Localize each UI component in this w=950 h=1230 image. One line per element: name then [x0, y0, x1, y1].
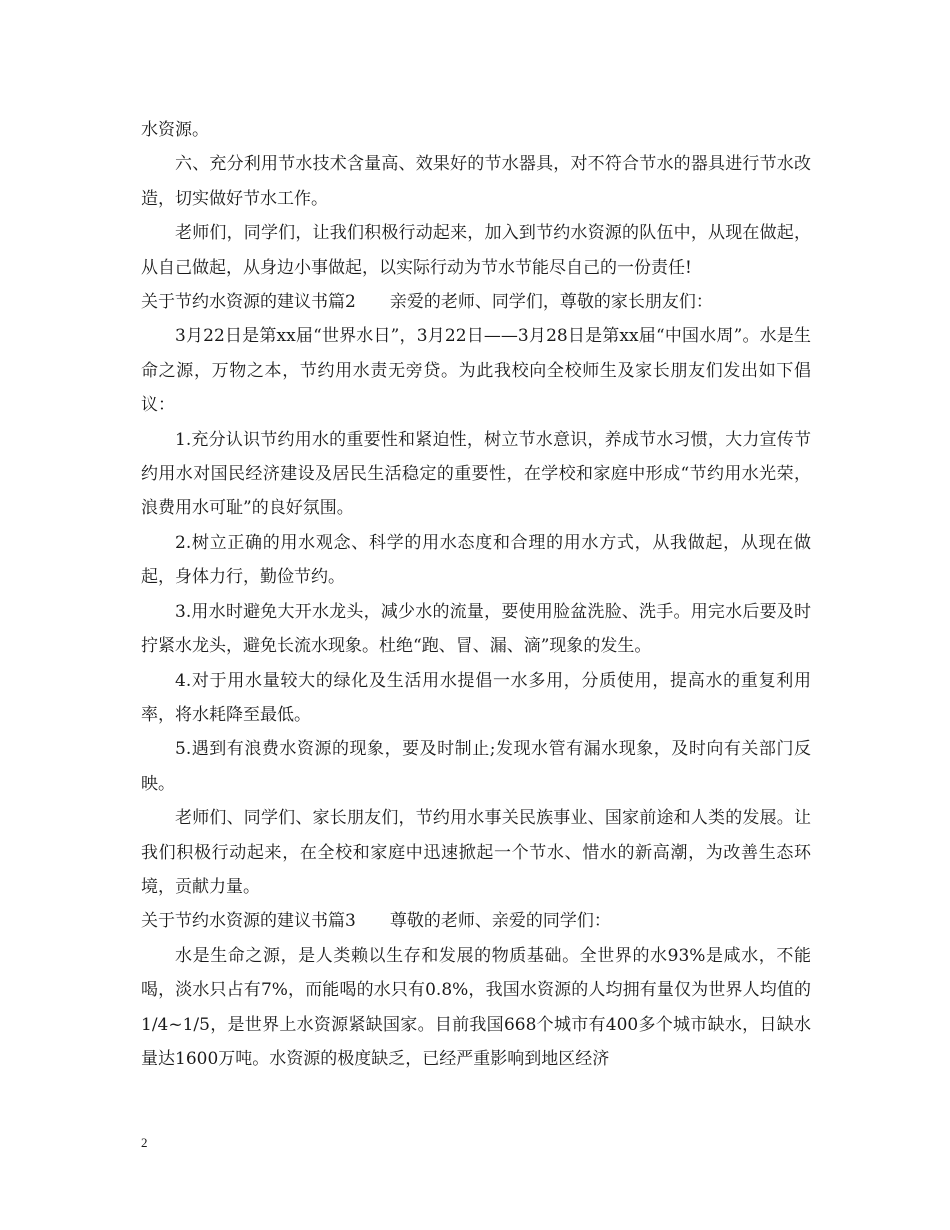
paragraph: 六、充分利用节水技术含量高、效果好的节水器具，对不符合节水的器具进行节水改造，切实做好节水工作。: [141, 154, 811, 209]
paragraph: 水资源。: [141, 120, 209, 140]
page-number: 2: [141, 1135, 148, 1150]
paragraph: 老师们，同学们，让我们积极行动起来，加入到节约水资源的队伍中，从现在做起，从自己做起，从身边小事做起，以实际行动为节水节能尽自己的一份责任!: [141, 223, 811, 278]
document-body: [141, 113, 811, 1076]
paragraph: 2.树立正确的用水观念、科学的用水态度和合理的用水方式，从我做起，从现在做起，身体力行，勤俭节约。: [141, 532, 811, 588]
paragraph: 5.遇到有浪费水资源的现象，要及时制止;发现水管有漏水现象，及时向有关部门反映。: [141, 739, 811, 794]
paragraph: 3.用水时避免大开水龙头，减少水的流量，要使用脸盆洗脸、洗手。用完水后要及时拧紧水龙头，避免长流水现象。杜绝“跑、冒、漏、滴”现象的发生。: [141, 601, 811, 657]
paragraph: 3月22日是第xx届“世界水日”，3月22日——3月28日是第xx届“中国水周”。水是生命之源，万物之本，节约用水责无旁贷。为此我校向全校师生及家长朋友们发出如下倡议：: [141, 326, 811, 416]
paragraph: 水是生命之源，是人类赖以生存和发展的物质基础。全世界的水93%是咸水，不能喝，淡水只占有7%，而能喝的水只有0.8%，我国水资源的人均拥有量仅为世界人均值的1/4~1/5，是世界上水资源紧缺国家。目前我国668个城市有400多个城市缺水，日缺水量达1600万吨。水资源的极度缺乏，已经严重影响到地区经济: [141, 945, 811, 1069]
paragraph: 老师们、同学们、家长朋友们，节约用水事关民族事业、国家前途和人类的发展。让我们积极行动起来，在全校和家庭中迅速掀起一个节水、惜水的新高潮，为改善生态环境，贡献力量。: [141, 808, 811, 897]
section-heading: 关于节约水资源的建议书篇3 尊敬的老师、亲爱的同学们：: [141, 911, 611, 932]
paragraph: 1.充分认识节约用水的重要性和紧迫性，树立节水意识，养成节水习惯，大力宣传节约用水对国民经济建设及居民生活稳定的重要性，在学校和家庭中形成“节约用水光荣，浪费用水可耻”的良好氛围。: [141, 429, 811, 519]
section-heading: 关于节约水资源的建议书篇2 亲爱的老师、同学们，尊敬的家长朋友们：: [141, 292, 713, 313]
paragraph: 4.对于用水量较大的绿化及生活用水提倡一水多用，分质使用，提高水的重复利用率，将水耗降至最低。: [141, 670, 811, 725]
